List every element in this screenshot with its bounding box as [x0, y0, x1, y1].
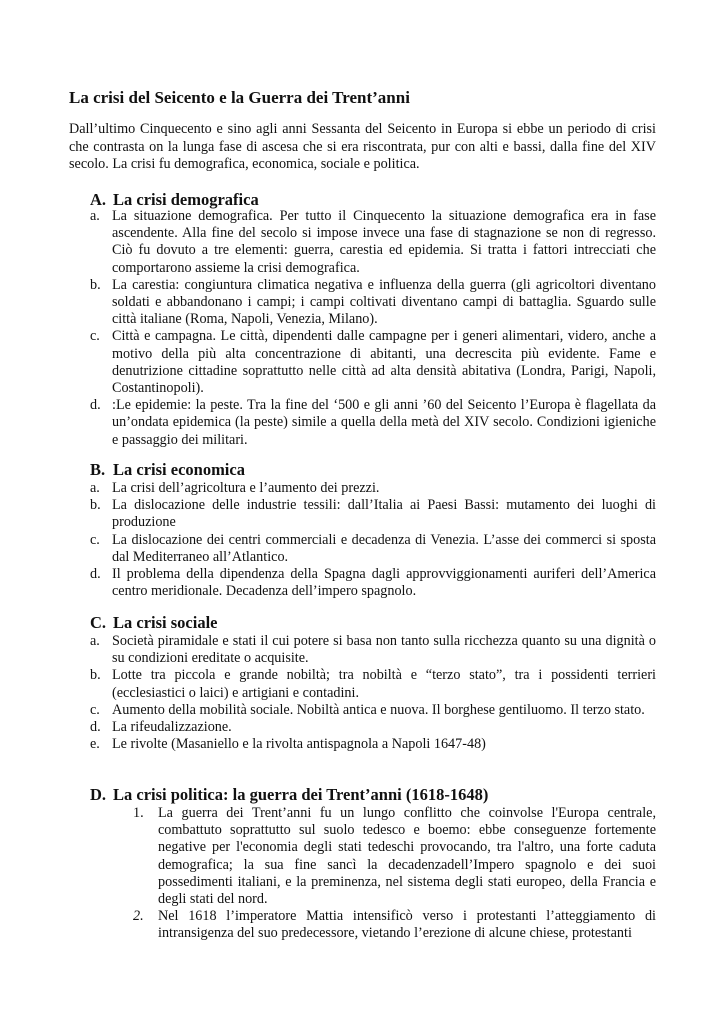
- list-marker: 2.: [133, 908, 144, 925]
- section-letter: C.: [90, 613, 107, 632]
- list-item-text: Città e campagna. Le città, dipendenti dalle campagne per i generi alimentari, videro, anche a motivo della più alta concentrazione di abitanti, una decrescita più evidente. Fame e denutrizione cittadine soprattutto nelle città ad alta densità abitativa (Londra, Parigi, Napoli, Costantinopoli).: [112, 328, 656, 397]
- list-item-text: Nel 1618 l’imperatore Mattia intensificò verso i protestanti l’atteggiamento di intransigenza del suo predecessore, vietando l’erezione di alcune chiese, protestanti: [158, 908, 656, 942]
- list-item-text: La guerra dei Trent’anni fu un lungo conflitto che coinvolse l'Europa centrale, combattuto soprattutto sul suolo tedesco e boemo: ebbe conseguenze fortemente negative per l'economia degli stati tedeschi provocando, tra l'altro, una forte caduta demografica; la sua fine sancì la decadenzadell’Impero spagnolo e dei suoi possedimenti italiani, e la preminenza, nel sistema degli stati europeo, della Francia e degli stati del nord.: [158, 805, 656, 908]
- list-politica: [69, 805, 656, 943]
- list-item: [69, 277, 656, 329]
- list-marker: d.: [90, 566, 101, 583]
- list-marker: a.: [90, 633, 100, 649]
- section-title: La crisi politica: la guerra dei Trent’anni (1618-1648): [113, 785, 489, 804]
- list-marker: b.: [90, 276, 101, 293]
- list-item: [69, 702, 656, 719]
- list-item: [69, 497, 656, 531]
- section-letter: D.: [90, 785, 107, 804]
- page-title: La crisi del Seicento e la Guerra dei Trent’anni: [69, 88, 410, 107]
- section-letter: A.: [90, 190, 107, 209]
- list-item: [69, 566, 656, 600]
- list-item-text: La carestia: congiuntura climatica negativa e influenza della guerra (gli agricoltori diventano soldati e abbandonano i campi; i campi coltivati diventano campi di battaglia. Sguardo sulle città italiane (Roma, Napoli, Venezia, Milano).: [112, 276, 656, 328]
- section-heading-demografica: [90, 190, 259, 210]
- list-item-text: Lotte tra piccola e grande nobiltà; tra nobiltà e “terzo stato”, tra i possidenti terrieri (ecclesiastici o laici) e artigiani e contadini.: [112, 667, 656, 701]
- list-item: [69, 480, 656, 497]
- section-title: La crisi demografica: [113, 190, 259, 209]
- section-letter: B.: [90, 460, 106, 479]
- list-marker: b.: [90, 667, 101, 684]
- list-demografica: [69, 208, 656, 449]
- list-sociale: [69, 633, 656, 753]
- list-item: [69, 719, 656, 736]
- list-marker: a.: [90, 480, 100, 496]
- list-item-text: La rifeudalizzazione.: [112, 719, 232, 736]
- list-marker: b.: [90, 497, 101, 514]
- list-item-text: :Le epidemie: la peste. Tra la fine del ‘500 e gli anni ’60 del Seicento l’Europa è flagellata da un’ondata epidemica (la peste) simile a quella della metà del XIV secolo. Condizioni igieniche e passaggio dei militari.: [112, 397, 656, 448]
- list-economica: [69, 480, 656, 600]
- list-marker: 1.: [133, 805, 144, 821]
- section-title: La crisi sociale: [113, 613, 218, 632]
- list-item-text: La situazione demografica. Per tutto il Cinquecento la situazione demografica era in fase ascendente. Alla fine del secolo si impose invece una fase di stagnazione se non di regresso. Ciò fu dovuto a tre elementi: guerra, carestia ed epidemia. Si tratta i fattori intrecciati che comportarono assieme la crisi demografica.: [112, 208, 656, 276]
- list-item-text: Aumento della mobilità sociale. Nobiltà antica e nuova. Il borghese gentiluomo. Il terzo stato.: [112, 701, 645, 718]
- list-item: [69, 908, 656, 942]
- list-marker: c.: [90, 328, 100, 345]
- list-marker: d.: [90, 719, 101, 736]
- list-item-text: La crisi dell’agricoltura e l’aumento dei prezzi.: [112, 480, 380, 496]
- list-item: [69, 208, 656, 277]
- list-item-text: Società piramidale e stati il cui potere si basa non tanto sulla ricchezza quanto su una dignità o su condizioni ereditate o acquisite.: [112, 633, 656, 667]
- section-heading-politica: [90, 785, 488, 805]
- list-marker: c.: [90, 531, 100, 548]
- section-heading-sociale: [90, 613, 217, 633]
- list-item: [69, 397, 656, 449]
- list-marker: a.: [90, 208, 100, 224]
- list-item-text: Il problema della dipendenza della Spagna dagli approvviggionamenti auriferi dell’America centro meridionale. Decadenza dell’impero spagnolo.: [112, 566, 656, 600]
- list-item: [69, 633, 656, 667]
- list-item: [69, 532, 656, 566]
- list-item: [69, 805, 656, 908]
- list-marker: c.: [90, 701, 100, 718]
- list-item: [69, 667, 656, 701]
- section-title: La crisi economica: [113, 460, 245, 479]
- list-item-text: Le rivolte (Masaniello e la rivolta antispagnola a Napoli 1647-48): [112, 736, 486, 753]
- list-marker: d.: [90, 397, 101, 414]
- list-marker: e.: [90, 736, 100, 753]
- list-item-text: La dislocazione dei centri commerciali e decadenza di Venezia. L’asse dei commerci si sposta dal Mediterraneo all’Atlantico.: [112, 531, 656, 565]
- list-item: [69, 328, 656, 397]
- list-item: [69, 736, 656, 753]
- intro-paragraph: Dall’ultimo Cinquecento e sino agli anni Sessanta del Seicento in Europa si ebbe un periodo di crisi che contrasta on la lunga fase di ascesa che si era riscontrata, pur con alti e bassi, dalla fine del XIV secolo. La crisi fu demografica, economica, sociale e politica.: [69, 121, 656, 173]
- section-heading-economica: [90, 460, 245, 480]
- list-item-text: La dislocazione delle industrie tessili: dall’Italia ai Paesi Bassi: mutamento dei luoghi di produzione: [112, 497, 656, 531]
